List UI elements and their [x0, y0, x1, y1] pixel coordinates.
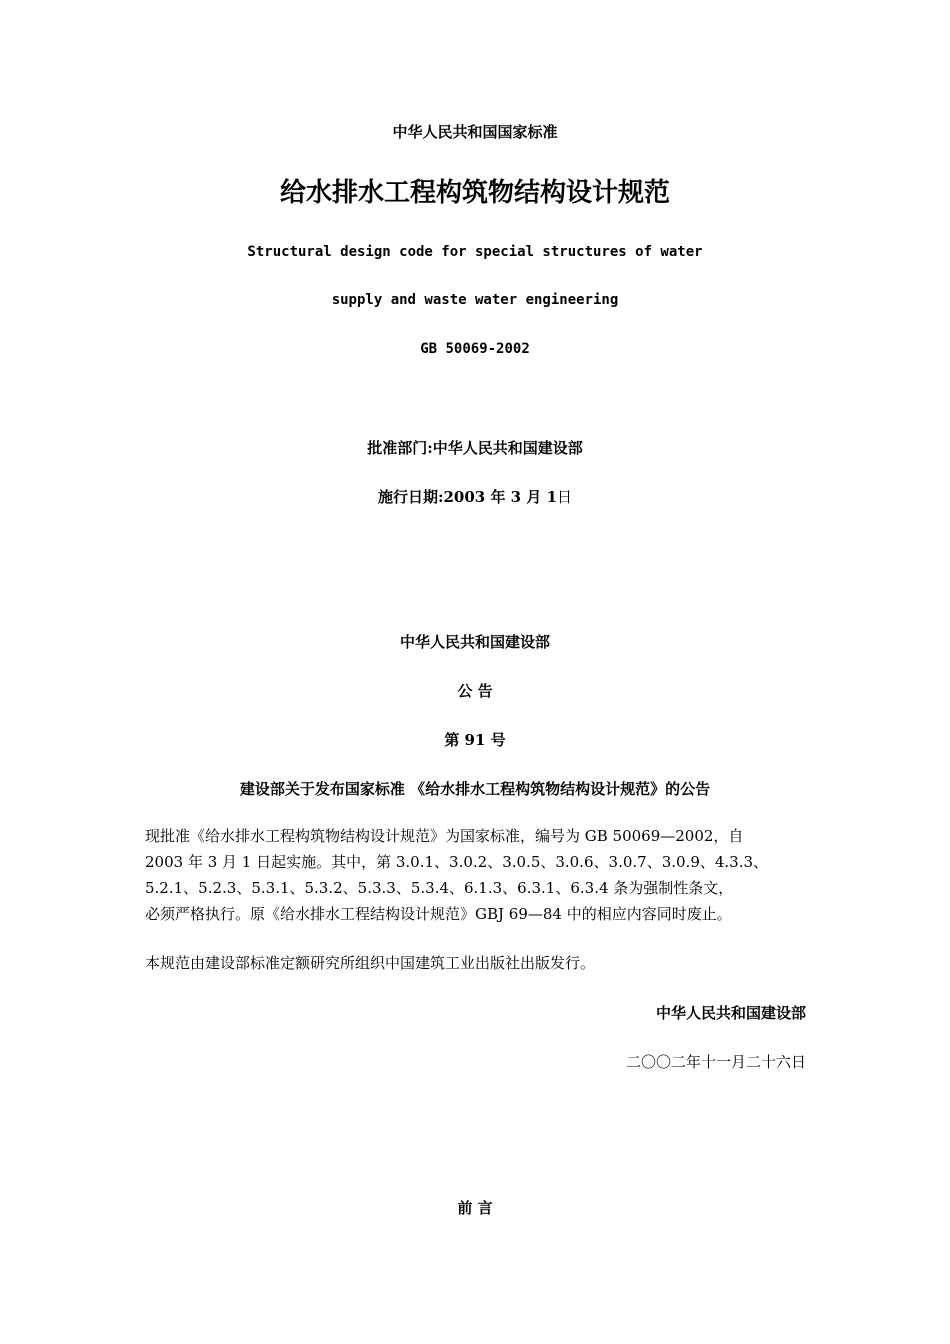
announcement-body [145, 823, 810, 927]
signature-issuer: 中华人民共和国建设部 [655, 1004, 806, 1022]
body-line-3: 5.2.1、5.2.3、5.3.1、5.3.2、5.3.3、5.3.4、6.1.3、6.3.1、6.3.4 条为强制性条文， [145, 879, 734, 897]
effective-date-day: 日 [557, 488, 573, 506]
english-title-line-1: Structural design code for special structures of water [247, 244, 703, 260]
standard-code: GB 50069-2002 [420, 341, 530, 357]
publication-note-text: 本规范由建设部标准定额研究所组织中国建筑工业出版社出版发行。 [145, 954, 596, 972]
effective-date-main: 施行日期:2003 年 3 月 1 [377, 488, 558, 506]
english-title-line-2: supply and waste water engineering [331, 292, 619, 308]
approval-department: 批准部门:中华人民共和国建设部 [367, 439, 583, 457]
announcement-number: 第 91 号 [444, 731, 506, 749]
signature-date: 二〇〇二年十一月二十六日 [625, 1053, 806, 1071]
announcement-kind: 公 告 [457, 682, 493, 700]
body-line-4: 必须严格执行。原《给水排水工程结构设计规范》GBJ 69—84 中的相应内容同时废止。 [145, 905, 732, 923]
body-line-2: 2003 年 3 月 1 日起实施。其中，第 3.0.1、3.0.2、3.0.5、3.0.6、3.0.7、3.0.9、4.3.3、 [145, 853, 769, 871]
announcement-subject: 建设部关于发布国家标准 《给水排水工程构筑物结构设计规范》的公告 [239, 780, 711, 798]
standard-label: 中华人民共和国国家标准 [392, 123, 558, 141]
publication-note [145, 950, 810, 976]
preface-heading: 前 言 [457, 1199, 493, 1217]
document-title: 给水排水工程构筑物结构设计规范 [279, 178, 670, 208]
effective-date [0, 486, 950, 507]
body-line-1: 现批准《给水排水工程构筑物结构设计规范》为国家标准，编号为 GB 50069—2002，自 [145, 827, 744, 845]
announcement-issuer: 中华人民共和国建设部 [399, 633, 550, 651]
